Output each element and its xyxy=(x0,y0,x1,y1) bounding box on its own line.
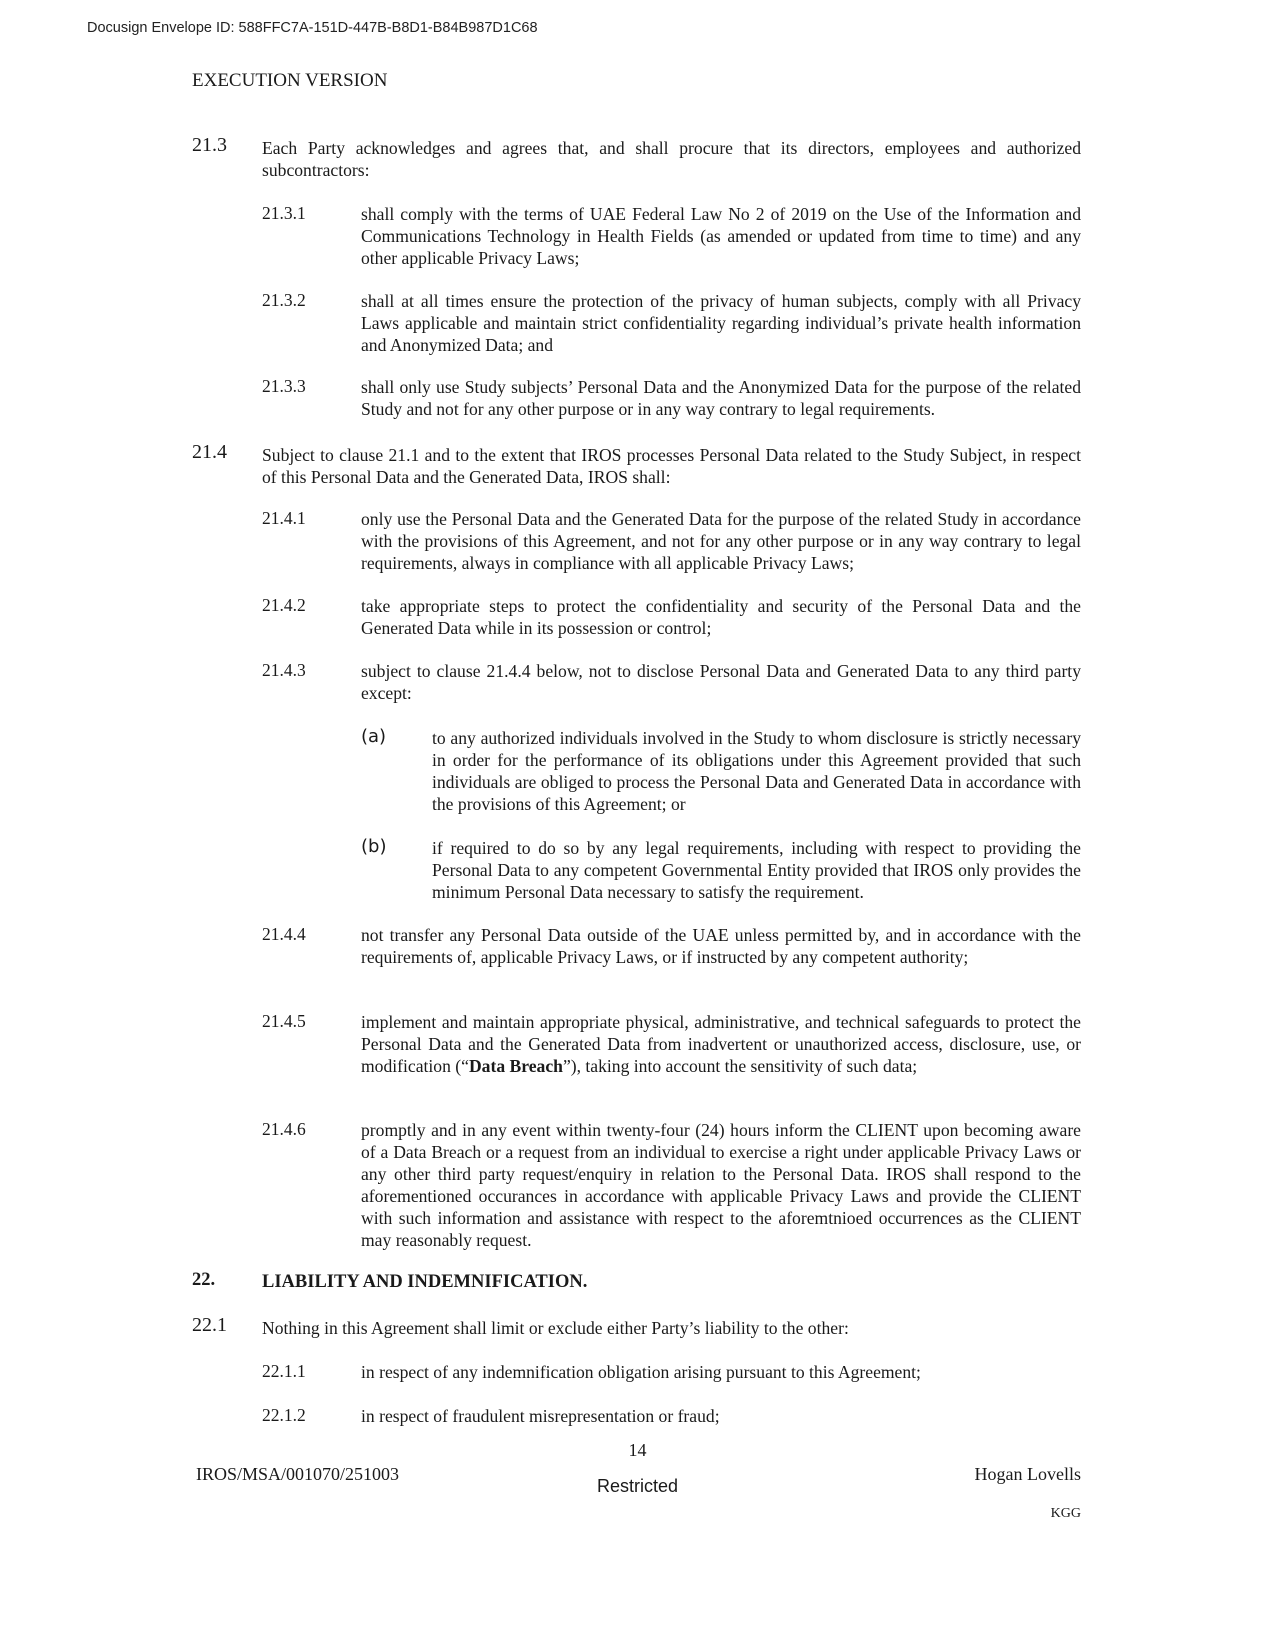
clause-number: 22.1 xyxy=(192,1314,227,1336)
clause-text: Nothing in this Agreement shall limit or exclude either Party’s liability to the other: xyxy=(262,1318,849,1338)
clause-text: shall at all times ensure the protection of the privacy of human subjects, comply with all Privacy Laws applicable and maintain strict confidentiality regarding individual’s private health information and Anonymized Data; and xyxy=(361,291,1081,355)
clause-number: 21.4.5 xyxy=(262,1011,306,1031)
clause-number: 21.4.6 xyxy=(262,1119,306,1139)
document-reference: IROS/MSA/001070/251003 xyxy=(196,1464,400,1484)
initials: KGG xyxy=(1050,1506,1081,1521)
clause-number: 21.4.4 xyxy=(262,924,306,944)
clause-number: 22.1.2 xyxy=(262,1405,306,1425)
version-label: EXECUTION VERSION xyxy=(192,70,388,91)
clause-text: only use the Personal Data and the Generated Data for the purpose of the related Study in accordance with the provisions of this Agreement, and not for any other purpose or in any way contrary to legal requirements, always in compliance with all applicable Privacy Laws; xyxy=(361,509,1081,573)
clause-number: 22.1.1 xyxy=(262,1361,306,1381)
clause-text: promptly and in any event within twenty-four (24) hours inform the CLIENT upon becoming aware of a Data Breach or a request from an individual to exercise a right under applicable Privacy Laws or any other third party request/enquiry in relation to the Personal Data. IROS shall respond to the aforementioned occurances in accordance with applicable Privacy Laws and provide the CLIENT with such information and assistance with respect to the aforemtnioed occurrences as the CLIENT may reasonably request. xyxy=(361,1120,1081,1250)
law-firm-name: Hogan Lovells xyxy=(974,1464,1081,1484)
sub-clause-label: (b) xyxy=(361,836,387,857)
clause-number: 21.3.3 xyxy=(262,376,306,396)
clause-number: 21.3.2 xyxy=(262,290,306,310)
clause-text-part: implement and maintain appropriate physical, administrative, and technical safeguards to protect the Personal Data and the Generated Data from inadvertent or unauthorized access, disclosure, use, or modification (“ xyxy=(361,1012,1081,1076)
clause-number: 21.4 xyxy=(192,441,227,463)
sub-clause-label: (a) xyxy=(361,726,387,747)
clause-text-part: ”), taking into account the sensitivity of such data; xyxy=(562,1056,918,1076)
page-number: 14 xyxy=(628,1440,647,1460)
classification-label: Restricted xyxy=(596,1476,679,1496)
clause-text: shall only use Study subjects’ Personal Data and the Anonymized Data for the purpose of the related Study and not for any other purpose or in any way contrary to legal requirements. xyxy=(361,377,1081,419)
clause-text: take appropriate steps to protect the confidentiality and security of the Personal Data and the Generated Data while in its possession or control; xyxy=(361,596,1081,638)
docusign-envelope-id: Docusign Envelope ID: 588FFC7A-151D-447B-B8D1-B84B987D1C68 xyxy=(87,20,538,36)
clause-number: 21.4.1 xyxy=(262,508,306,528)
clause-text: Subject to clause 21.1 and to the extent that IROS processes Personal Data related to the Study Subject, in respect of this Personal Data and the Generated Data, IROS shall: xyxy=(262,445,1081,487)
clause-text: if required to do so by any legal requirements, including with respect to providing the Personal Data to any competent Governmental Entity provided that IROS only provides the minimum Personal Data necessary to satisfy the requirement. xyxy=(432,838,1081,902)
clause-text: in respect of any indemnification obligation arising pursuant to this Agreement; xyxy=(361,1362,921,1382)
clause-number: 21.4.3 xyxy=(262,660,306,680)
clause-number: 21.4.2 xyxy=(262,595,306,615)
clause-text: to any authorized individuals involved in the Study to whom disclosure is strictly necessary in order for the performance of its obligations under this Agreement provided that such individuals are obliged to process the Personal Data and Generated Data in accordance with the provisions of this Agreement; or xyxy=(432,728,1081,814)
clause-text: in respect of fraudulent misrepresentation or fraud; xyxy=(361,1406,720,1426)
clause-text: shall comply with the terms of UAE Federal Law No 2 of 2019 on the Use of the Information and Communications Technology in Health Fields (as amended or updated from time to time) and any other applicable Privacy Laws; xyxy=(361,204,1081,268)
section-heading: LIABILITY AND INDEMNIFICATION. xyxy=(262,1272,588,1292)
defined-term: Data Breach xyxy=(468,1056,563,1076)
clause-text: subject to clause 21.4.4 below, not to disclose Personal Data and Generated Data to any third party except: xyxy=(361,661,1081,703)
clause-number: 21.3.1 xyxy=(262,203,306,223)
clause-text: Each Party acknowledges and agrees that, and shall procure that its directors, employees and authorized subcontractors: xyxy=(262,138,1081,180)
clause-text xyxy=(361,1011,1081,1077)
section-number: 22. xyxy=(192,1270,216,1290)
clause-number: 21.3 xyxy=(192,134,227,156)
clause-text: not transfer any Personal Data outside of the UAE unless permitted by, and in accordance with the requirements of, applicable Privacy Laws, or if instructed by any competent authority; xyxy=(361,925,1081,967)
